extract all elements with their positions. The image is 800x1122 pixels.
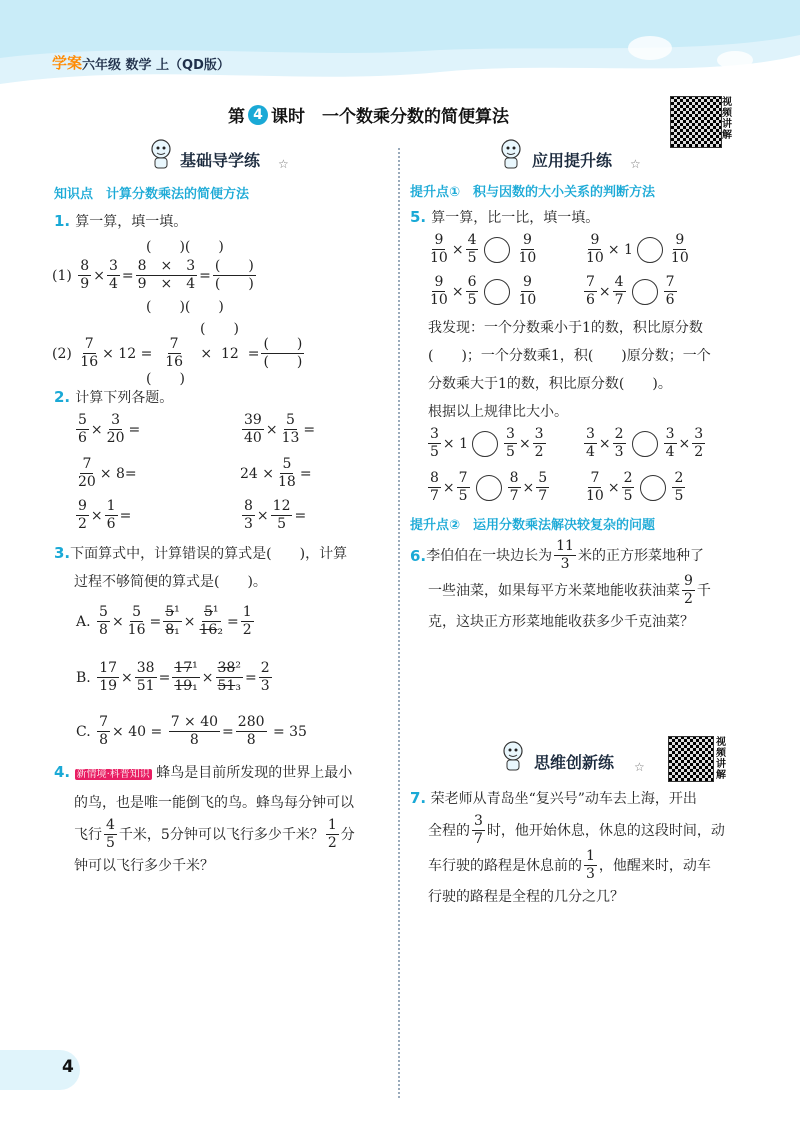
fraction: $\frac{7}{16}$: [80, 336, 99, 370]
question-text: 飞行: [74, 826, 102, 843]
series-logo: 学案: [52, 54, 83, 72]
question-text: 千米，5分钟可以飞行多少千米？: [118, 826, 324, 843]
option-a: A. $\frac{5}{8}$ × $\frac{5}{16}$ = $\frac{\text{5¹}}{\text{8₁}}$ × $\frac{\text{5¹}}{\text{16₂}}$ = $\frac{1}{2}$: [76, 604, 252, 638]
q5-rule-compare: $\frac{7}{10}$ × $\frac{2}{5}$ $\frac{2}{5}$: [586, 470, 684, 504]
qr-code-icon[interactable]: [668, 736, 714, 782]
question-4: 4. 新情境·科普知识 蜂鸟是目前所发现的世界上最小 的鸟，也是唯一能倒飞的鸟。蜂鸟每分钟可以 飞行 $\frac{4}{5}$ 千米，5分钟可以飞行多少千米？ $\frac{1}{2}$ 分 钟可以飞行多少千米？: [54, 758, 394, 880]
q1-2-bottom-paren: ( ): [146, 371, 185, 387]
lesson-number: 4: [248, 105, 268, 125]
question-text: 李伯伯在一块边长为: [426, 547, 553, 564]
compare-circle[interactable]: [632, 279, 658, 305]
question-number: 6.: [410, 546, 427, 565]
fraction: $\frac{8}{9}$: [80, 258, 90, 292]
question-text: 钟可以飞行多少千米？: [74, 858, 214, 874]
option-b: B. $\frac{17}{19}$ × $\frac{38}{51}$ = $\frac{\text{17¹}}{\text{19₁}}$ × $\frac{\text{38²}}{\text{51₃}}$ = $\frac{2}{3}$: [76, 660, 270, 694]
question-text: 全程的: [428, 822, 470, 839]
question-text: 行驶的路程是全程的几分之几？: [428, 889, 624, 905]
mascot-icon: [500, 740, 526, 772]
q2-item: $\frac{9}{2}$ × $\frac{1}{6}$ =: [78, 498, 132, 532]
q2-item: $\frac{5}{6}$ × $\frac{3}{20}$ =: [78, 412, 141, 446]
q1-2-expression: (2) $\frac{7}{16}$ × 12 = $\frac{7}{16}$ × 12 = $\frac{( )}{( )}$: [52, 336, 303, 370]
question-text: 蜂鸟是目前所发现的世界上最小: [156, 765, 353, 781]
question-5: [410, 204, 599, 232]
column-divider: [398, 148, 400, 1098]
question-number: 7.: [410, 789, 427, 807]
question-2: [54, 384, 173, 412]
question-number: 3.: [54, 544, 71, 562]
q1-1-top-parens: ( )( ): [146, 239, 224, 255]
q1-1-expression: (1) $\frac{8}{9}$ × $\frac{3}{4}$ = $\frac{8 \times 3}{9 \times 4}$ = $\frac{( )}{( )}$: [52, 258, 254, 292]
compare-circle[interactable]: [484, 279, 510, 305]
fraction: $\frac{7}{16}$: [165, 336, 184, 370]
question-number: 4.: [54, 763, 71, 781]
header-band: [0, 0, 800, 95]
compare-circle[interactable]: [632, 431, 658, 457]
finding-text: 我发现：一个分数乘小于1的数，积比原分数: [428, 320, 703, 336]
question-text: 米的正方形菜地种了: [577, 547, 704, 564]
mascot-icon: [498, 138, 524, 170]
question-text: 时，他开始休息，休息的这段时间，动: [486, 822, 725, 839]
q5-compare: $\frac{9}{10}$ × $\frac{4}{5}$ $\frac{9}{10}$: [430, 232, 537, 266]
question-7: 7. 荣老师从青岛坐“复兴号”动车去上海，开出 全程的 $\frac{3}{7}$ 时，他开始休息，休息的这段时间，动 车行驶的路程是休息前的 $\frac{1}{3}$ ，他醒来时，动车 行驶的路程是全程的几分之几？: [410, 784, 780, 911]
qr-code-icon[interactable]: [670, 96, 722, 148]
question-text: 分: [340, 826, 355, 843]
option-label: B.: [76, 669, 91, 686]
question-text: 的鸟，也是唯一能倒飞的鸟。蜂鸟每分钟可以: [74, 795, 354, 811]
q2-item: $\frac{8}{3}$ × $\frac{12}{5}$ =: [244, 498, 307, 532]
q5-rule-compare: $\frac{3}{4}$ × $\frac{2}{3}$ $\frac{3}{4}$ × $\frac{3}{2}$: [586, 426, 704, 460]
title-post: 课时 一个数乘分数的简便算法: [271, 107, 509, 127]
answer-fraction[interactable]: $\frac{( )}{( )}$: [263, 336, 303, 370]
compare-circle[interactable]: [476, 475, 502, 501]
fraction: $\frac{3}{4}$: [108, 258, 118, 292]
question-text: 下面算式中，计算错误的算式是( )，计算: [70, 546, 348, 562]
question-6: 6. 李伯伯在一块边长为 $\frac{11}{3}$ 米的正方形菜地种了 一些油菜，如果每平方米菜地能收获油菜 $\frac{9}{2}$ 千 克，这块正方形菜地能收获多少千克油菜？: [410, 538, 780, 636]
sub-label: (2): [52, 345, 72, 362]
page-title: [228, 102, 509, 127]
qr-label: 视频讲解: [716, 737, 726, 781]
option-c: C. $\frac{7}{8}$ × 40 = $\frac{7 \times 40}{8}$ = $\frac{280}{8}$ = 35: [76, 714, 307, 748]
finding-text: 分数乘大于1的数，积比原分数( )。: [428, 376, 672, 392]
option-label: A.: [76, 613, 91, 630]
question-number: 5.: [410, 208, 427, 226]
fraction: $\frac{8 \times 3}{9 \times 4}$: [137, 258, 196, 292]
expr-text: = 35: [272, 723, 307, 740]
question-text: 过程不够简便的算式是( )。: [74, 574, 267, 590]
question-text: 计算下列各题。: [75, 390, 174, 406]
improve-point-1: 提升点① 积与因数的大小关系的判断方法: [410, 185, 656, 200]
question-text: 克，这块正方形菜地能收获多少千克油菜？: [428, 614, 694, 630]
frac-num: 280: [237, 714, 265, 730]
compare-circle[interactable]: [637, 237, 663, 263]
qr-label: 视频讲解: [722, 97, 732, 141]
section-title-innovate: 思维创新练: [534, 753, 615, 772]
q5-compare: $\frac{7}{6}$ × $\frac{4}{7}$ $\frac{7}{6}$: [586, 274, 675, 308]
q2-item: $\frac{7}{20}$ × 8=: [78, 456, 137, 490]
q5-rule-compare: $\frac{3}{5}$ × 1 $\frac{3}{5}$ × $\frac{3}{2}$: [430, 426, 544, 460]
expr-text: × 40 =: [112, 723, 163, 740]
q5-findings: [428, 314, 778, 426]
finding-text: ( )；一个分数乘1，积( )原分数；一个: [428, 348, 711, 364]
frac-num: 7 × 40: [170, 714, 219, 730]
mascot-icon: [148, 138, 174, 170]
question-3: [54, 540, 394, 596]
frac-den: 8: [246, 732, 256, 748]
compare-circle[interactable]: [640, 475, 666, 501]
question-text: 荣老师从青岛坐“复兴号”动车去上海，开出: [430, 791, 697, 807]
section-title-basic: 基础导学练: [180, 151, 261, 170]
q5-rule-compare: $\frac{8}{7}$ × $\frac{7}{5}$ $\frac{8}{7}$ × $\frac{5}{7}$: [430, 470, 548, 504]
option-label: C.: [76, 723, 91, 740]
context-tag: 新情境·科普知识: [76, 769, 150, 780]
compare-circle[interactable]: [472, 431, 498, 457]
compare-circle[interactable]: [484, 237, 510, 263]
q5-compare: $\frac{9}{10}$ × 1 $\frac{9}{10}$: [586, 232, 689, 266]
page-number: 4: [62, 1057, 74, 1077]
question-text: 千: [696, 582, 711, 599]
question-1: [54, 208, 187, 236]
question-number: 1.: [54, 212, 71, 230]
frac-den: 8: [189, 732, 199, 748]
q5-compare: $\frac{9}{10}$ × $\frac{6}{5}$ $\frac{9}{10}$: [430, 274, 537, 308]
title-pre: 第: [228, 107, 245, 127]
finding-text: 根据以上规律比大小。: [428, 404, 568, 420]
question-text: ，他醒来时，动车: [598, 857, 711, 874]
question-text: 算一算，比一比，填一填。: [431, 210, 600, 226]
q2-item: 24 × $\frac{5}{18}$ =: [240, 456, 312, 490]
star-icon: ☆: [634, 760, 645, 774]
q1-2-top-paren: ( ): [200, 321, 239, 337]
grade-subject: 六年级 数学 上（QD版）: [82, 58, 230, 73]
question-text: 一些油菜，如果每平方米菜地能收获油菜: [428, 582, 680, 599]
knowledge-point: 知识点 计算分数乘法的简便方法: [54, 187, 250, 202]
q1-1-bottom-parens: ( )( ): [146, 299, 224, 315]
star-icon: ☆: [278, 157, 289, 171]
answer-fraction[interactable]: $\frac{( )}{( )}$: [214, 258, 254, 292]
q2-item: $\frac{39}{40}$ × $\frac{5}{13}$ =: [244, 412, 316, 446]
sub-label: (1): [52, 267, 72, 284]
question-text: 算一算，填一填。: [75, 214, 188, 230]
question-text: 车行驶的路程是休息前的: [428, 857, 582, 874]
section-title-apply: 应用提升练: [532, 151, 613, 170]
question-number: 2.: [54, 388, 71, 406]
improve-point-2: 提升点② 运用分数乘法解决较复杂的问题: [410, 518, 656, 533]
star-icon: ☆: [630, 157, 641, 171]
